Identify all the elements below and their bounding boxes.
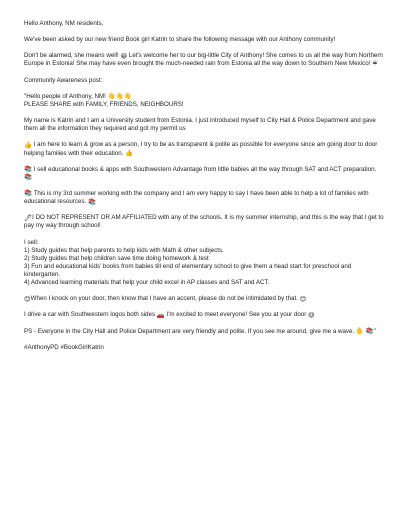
car-paragraph [24,311,384,319]
awareness-label: Community Awareness post: [24,76,103,84]
summer-text: This is my 3rd summer working with the company and I am very happy to say I have been able to help a lot of families with educational resources. [24,189,369,206]
wave-icon: 👋 [107,92,116,101]
ps-paragraph [24,328,384,336]
car-text-2: I'm excited to meet everyone! See you at your door [166,311,307,319]
grin-icon: 😃 [308,310,315,319]
car-icon: 🚗 [156,310,165,319]
accent-text: When I knock on your door, then know that I have an accent, please do not be intimidated by that. [30,295,298,303]
hashtag-bookgirlkatrin[interactable]: #BookGirlKatrin [60,343,104,351]
smile-icon: 😊 [299,294,307,303]
books-icon: 📚 [24,173,32,182]
sell-text: I sell educational books & apps with Southwestern Advantage from little babies all the way through SAT and ACT preparation. [33,165,377,173]
summer-paragraph [24,190,384,206]
books-icon: 📚 [365,327,374,336]
rain-icon: ☔ [372,59,378,68]
books-icon: 📚 [24,189,32,198]
wave-icon: 👋 [115,92,124,101]
hashtag-anthonypd[interactable]: #AnthonyPD [24,343,59,351]
intro-text: We've been asked by our new friend Book girl Katrin to share the following message with our Anthony community! [24,36,336,44]
learn-text: I am here to learn & grow as a person, I try to be as transparent & polite as possible for everyone since am going door to door helping families with their education. [24,141,378,157]
not-represent-paragraph [24,214,384,230]
grin-icon: 😀 [120,51,128,60]
ps-text: PS - Everyone in the City Hall and Police Department are very friendly and polite. If you see me around, give me a wave. [24,327,355,335]
accent-paragraph [24,295,384,303]
hello-hand-icon: 🖐 [355,327,364,336]
pen-icon: 🖊 [24,213,33,222]
intro-paragraph: My name is Katrin and I am a University student from Estonia. I just introduced myself to City Hall & Police Department and gave them all the information they required and got my permit us [24,117,376,133]
books-icon: 📚 [88,197,96,206]
ps-end-quote: " [373,327,376,335]
reassure-text-2: Let's welcome her to our big-little City of Anthony! She comes to us all the way from Northern Europe in Estonia! She may have even brought the much-needed rain from Estonia all the way down to Southern New Mexico! [24,52,383,68]
not-represent-text: I DO NOT REPRESENT OR AM AFFILIATED with any of the schools. It is my summer internship, and this is the way that I get to pay my way through school! [24,214,384,230]
quote-paragraph [24,93,384,109]
thumbs-up-icon: 👍 [24,140,32,149]
learn-paragraph [24,141,384,157]
sell-paragraph [24,166,384,182]
thumbs-up-icon: 👍 [125,149,134,157]
quote-line-2: PLEASE SHARE with FAMILY, FRIENDS, NEIGHBOURS! [24,100,184,108]
reassure-paragraph [24,52,384,68]
greeting-text: Hello Anthony, NM residents, [24,20,104,27]
quote-line-1: "Hello people of Anthony, NM! [24,92,106,100]
sell-list: I sell: 1) Study guides that help parents to help kids with Math & other subjects. 2) Study guides that help children save time doing homework & test 3) Fun and educational kids' books from babies till end of elementary school to give them a head start for preschool and kindergarten. 4) Advanced learning materials that help your child excel in AP classes and SAT and ACT. [24,238,352,286]
wave-icon: 👋 [123,92,132,101]
hashtags [24,344,384,352]
reassure-text-1: Don't be alarmed, she means well! [24,52,119,60]
smile-icon: 😊 [24,294,31,303]
books-icon: 📚 [24,165,32,174]
car-text-1: I drive a car with Southwestern logos both sides [24,311,156,319]
